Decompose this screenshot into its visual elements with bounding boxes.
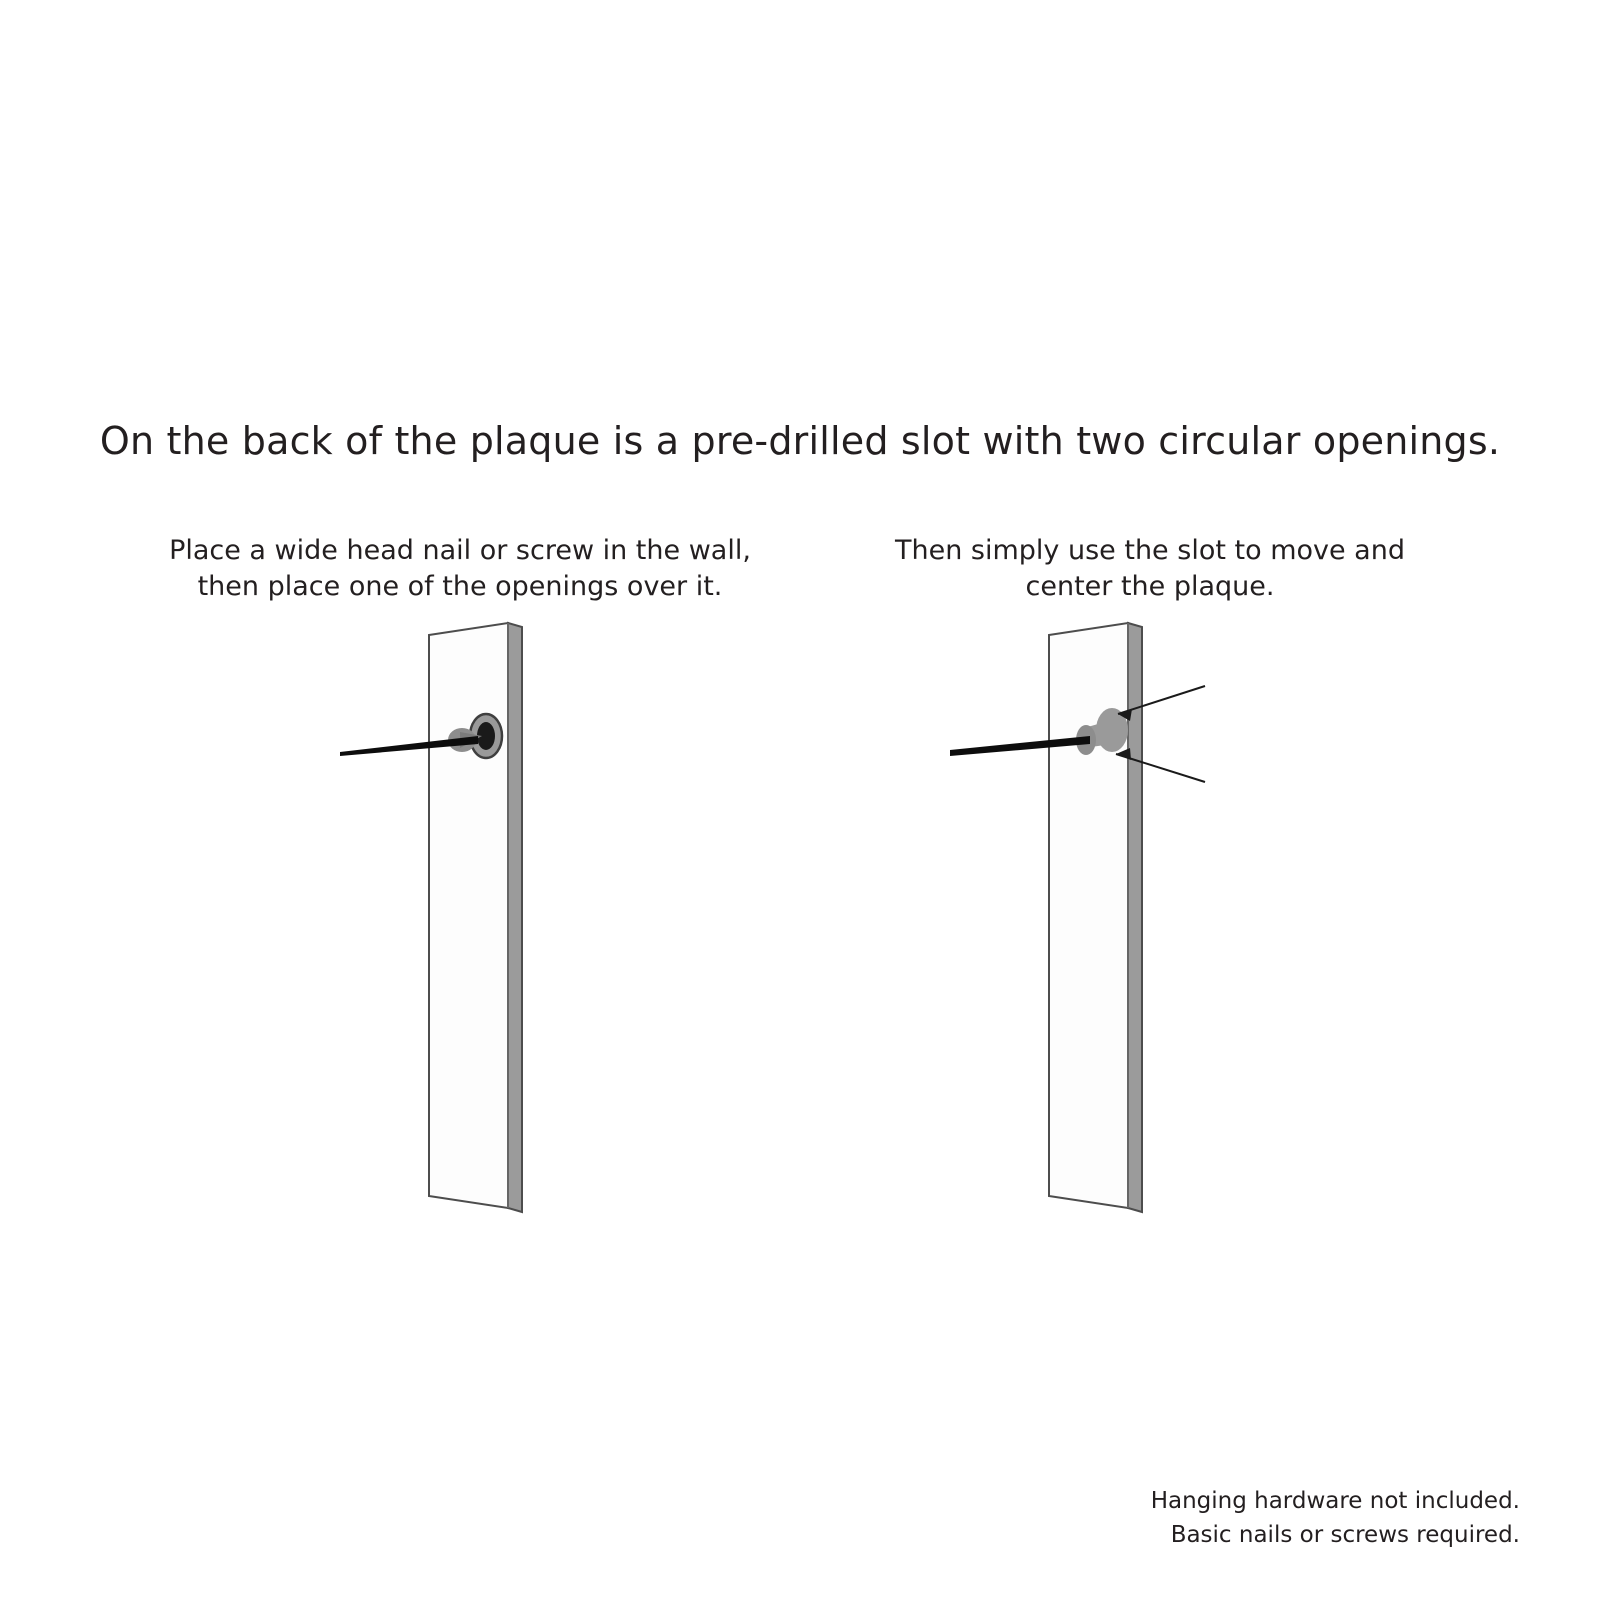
footnote-line-1: Hanging hardware not included. <box>1150 1488 1520 1515</box>
step-1-illustration <box>330 610 670 1254</box>
page-title: On the back of the plaque is a pre-drilled slot with two circular openings. <box>99 419 1501 463</box>
step-1-caption-line-1: Place a wide head nail or screw in the wall, <box>169 535 751 566</box>
step-2-caption-line-2: center the plaque. <box>1025 571 1275 603</box>
step-1-caption <box>110 533 810 606</box>
step-2-illustration <box>950 610 1290 1254</box>
footnote <box>1151 1485 1520 1552</box>
plaque-edge <box>508 623 522 1212</box>
step-2-caption-line-1: Then simply use the slot to move and <box>895 535 1405 566</box>
step-2-caption <box>800 533 1500 606</box>
plaque-face <box>429 623 508 1208</box>
footnote-line-2: Basic nails or screws required. <box>1170 1521 1520 1548</box>
step-1-caption-line-2: then place one of the openings over it. <box>197 571 723 603</box>
